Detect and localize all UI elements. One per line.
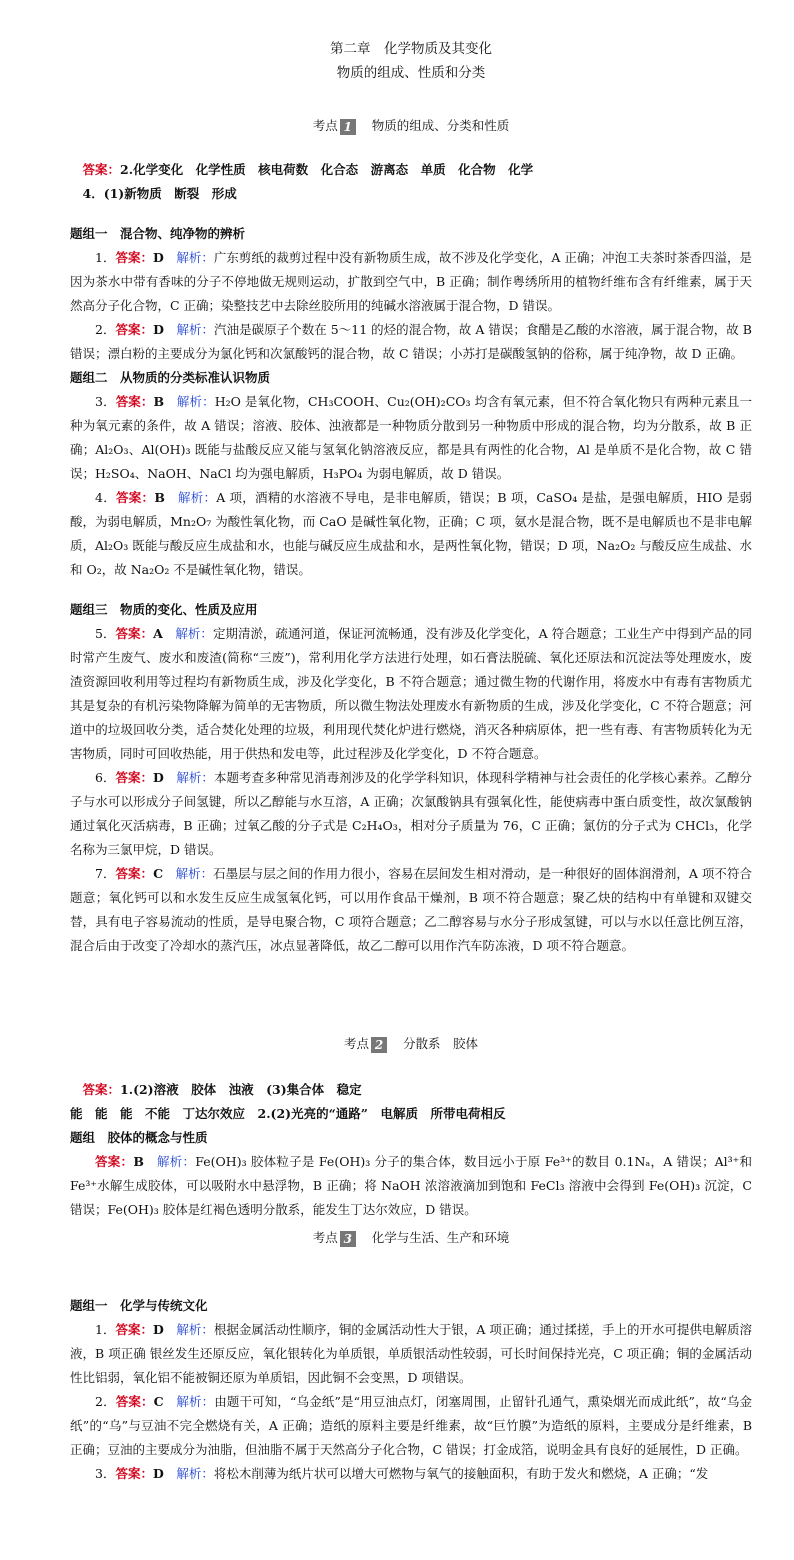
kaodian-prefix: 考点 <box>312 1230 338 1245</box>
answer-line: 答案：1.(2)溶液 胶体 浊液 (3)集合体 稳定 <box>82 1082 362 1097</box>
question-3: 3．答案：B 解析：H₂O 是氧化物，CH₃COOH、Cu₂(OH)₂CO₃ 均含有氧元素，但不符合氧化物只有两种元素且一种为氧元素的条件，故 A 错误；溶液、胶体、浊液都是一种物质分散到另一种物质中形成的混合物，均为分散系，故 B 正确；Al₂O₃、Al(OH)₃ 既能与盐酸反应又能与氢氧化钠溶液反应，都是具有两性的化合物，Al 是单质不是化合物，故 C 错误；H₂SO₄、NaOH、NaCl 均为强电解质，H₃PO₄ 为弱电解质，故 D 错误。 <box>70 394 752 481</box>
kaodian-number-badge: 3 <box>340 1231 356 1247</box>
kaodian-number-badge: 2 <box>371 1037 387 1053</box>
section-title: 物质的组成、性质和分类 <box>336 65 486 81</box>
group-title: 题组三 物质的变化、性质及应用 <box>70 602 258 617</box>
question-2: 2．答案：C 解析：由题干可知，“乌金纸”是“用豆油点灯，闭塞周围，止留针孔通气，熏染烟光而成此纸”，故“乌金纸”的“乌”与豆油不完全燃烧有关，A 正确；造纸的原料主要是纤维素，故“巨竹膜”为造纸的原料，主要成分是纤维素，B 正确；豆油的主要成分为油脂，但油脂不属于天然高分子化合物，C 错误；打金成箔，说明金具有良好的延展性，D 正确。 <box>70 1394 752 1457</box>
question-1: 1．答案：D 解析：根据金属活动性顺序，铜的金属活动性大于银，A 项正确；通过揉搓，手上的开水可提供电解质溶液，B 项正确 银丝发生还原反应，氧化银转化为单质银，单质银活动性较弱，可长时间保持光亮，C 项正确；铜的金属活动性比铝弱，氧化铝不能被铜还原为单质铝，因此铜不会变黑，D 项错误。 <box>70 1322 752 1385</box>
kaodian-3-heading <box>70 1230 752 1247</box>
question-7: 7．答案：C 解析：石墨层与层之间的作用力很小，容易在层间发生相对滑动，是一种很好的固体润滑剂，A 项不符合题意；氧化钙可以和水发生反应生成氢氧化钙，可以用作食品干燥剂，B 项不符合题意；聚乙炔的结构中有单键和双键交替，具有电子容易流动的性质，是导电聚合物，C 项符合题意；乙二醇容易与水分子形成氢键，可以与水以任意比例互溶，混合后由于改变了冷却水的蒸汽压，冰点显著降低，故乙二醇可以用作汽车防冻液，D 项不符合题意。 <box>70 866 752 953</box>
question-2: 2．答案：D 解析：汽油是碳原子个数在 5～11 的烃的混合物，故 A 错误；食醋是乙酸的水溶液，属于混合物，故 B 错误；漂白粉的主要成分为氯化钙和次氯酸钙的混合物，故 C 错误；小苏打是碳酸氢钠的俗称，属于纯净物，故 D 正确。 <box>70 322 752 361</box>
kaodian-2-body <box>70 1078 752 1222</box>
kaodian-3-body <box>70 1294 752 1486</box>
group-title: 题组 胶体的概念与性质 <box>70 1130 208 1145</box>
chapter-title: 第二章 化学物质及其变化 <box>330 41 492 57</box>
question-6: 6．答案：D 解析：本题考查多种常见消毒剂涉及的化学学科知识，体现科学精神与社会责任的化学核心素养。乙醇分子与水可以形成分子间氢键，所以乙醇能与水互溶，A 正确；次氯酸钠具有强氧化性，能使病毒中蛋白质变性，故次氯酸钠通过氧化灭活病毒，B 正确；过氧乙酸的分子式是 C₂H₄O₃，相对分子质量为 76，C 正确；氯仿的分子式为 CHCl₃，化学名称为三氯甲烷，D 错误。 <box>70 770 752 857</box>
question-3: 3．答案：D 解析：将松木削薄为纸片状可以增大可燃物与氧气的接触面积，有助于发火和燃烧，A 正确；“发 <box>95 1466 709 1481</box>
answer-line: 4．(1)新物质 断裂 形成 <box>82 186 237 201</box>
answer-line: 答案：2.化学变化 化学性质 核电荷数 化合态 游离态 单质 化合物 化学 <box>82 162 534 177</box>
answer-line: 能 能 能 不能 丁达尔效应 2.(2)光亮的“通路” 电解质 所带电荷相反 <box>70 1106 506 1121</box>
question: 答案：B 解析：Fe(OH)₃ 胶体粒子是 Fe(OH)₃ 分子的集合体，数目远小于原 Fe³⁺的数目 0.1Nₐ，A 错误；Al³⁺和 Fe³⁺水解生成胶体，可以吸附水中悬浮物，B 正确；将 NaOH 浓溶液滴加到饱和 FeCl₃ 溶液中会得到 Fe(OH)₃ 沉淀，C 错误；Fe(OH)₃ 胶体是红褐色透明分散系，能发生丁达尔效应，D 错误。 <box>70 1154 752 1217</box>
group-title: 题组二 从物质的分类标准认识物质 <box>70 370 271 385</box>
kaodian-prefix: 考点 <box>343 1036 369 1051</box>
group-title: 题组一 化学与传统文化 <box>70 1298 208 1313</box>
kaodian-2-heading <box>70 1036 752 1053</box>
question-4: 4．答案：B 解析：A 项，酒精的水溶液不导电，是非电解质，错误；B 项，CaSO₄ 是盐，是强电解质，HIO 是弱酸，为弱电解质，Mn₂O₇ 为酸性氧化物，而 CaO 是碱性氧化物，正确；C 项，氨水是混合物，既不是电解质也不是非电解质，Al₂O₃ 既能与酸反应生成盐和水，也能与碱反应生成盐和水，是两性氧化物，错误；D 项，Na₂O₂ 与酸反应生成盐、水和 O₂，故 Na₂O₂ 不是碱性氧化物，错误。 <box>70 490 752 577</box>
kaodian-1-heading <box>70 118 752 135</box>
kaodian-label: 分散系 胶体 <box>403 1036 479 1051</box>
group-title: 题组一 混合物、纯净物的辨析 <box>70 226 246 241</box>
kaodian-label: 物质的组成、分类和性质 <box>371 118 510 133</box>
kaodian-label: 化学与生活、生产和环境 <box>371 1230 510 1245</box>
kaodian-number-badge: 1 <box>340 119 356 135</box>
kaodian-1-body <box>70 158 752 958</box>
kaodian-prefix: 考点 <box>312 118 338 133</box>
question-1: 1．答案：D 解析：广东剪纸的裁剪过程中没有新物质生成，故不涉及化学变化，A 正确；冲泡工夫茶时茶香四溢，是因为茶水中带有香味的分子不停地做无规则运动，扩散到空气中，B 正确；制作粤绣所用的植物纤维布含有纤维素，属于天然高分子化合物，C 正确；染整技艺中去除丝胶所用的纯碱水溶液属于混合物，D 错误。 <box>70 250 752 313</box>
question-5: 5．答案：A 解析：定期清淤，疏通河道，保证河流畅通，没有涉及化学变化，A 符合题意；工业生产中得到产品的同时常产生废气、废水和废渣(简称“三废”)，常利用化学方法进行处理，如石膏法脱硫、氧化还原法和沉淀法等处理废水，废渣资源回收利用等过程均有新物质生成，涉及化学变化，B 不符合题意；通过微生物的代谢作用，将废水中有毒有害物质尤其是复杂的有机污染物降解为简单的无害物质，所以微生物法处理废水有新物质的生成，涉及化学变化，C 不符合题意；河道中的垃圾回收分类，适合焚化处理的垃圾，利用现代焚化炉进行燃烧，消灭各种病原体，把一些有毒、有害物质转化为无害物质，同时可回收热能，用于供热和发电等，此过程涉及化学变化，D 不符合题意。 <box>70 626 752 761</box>
